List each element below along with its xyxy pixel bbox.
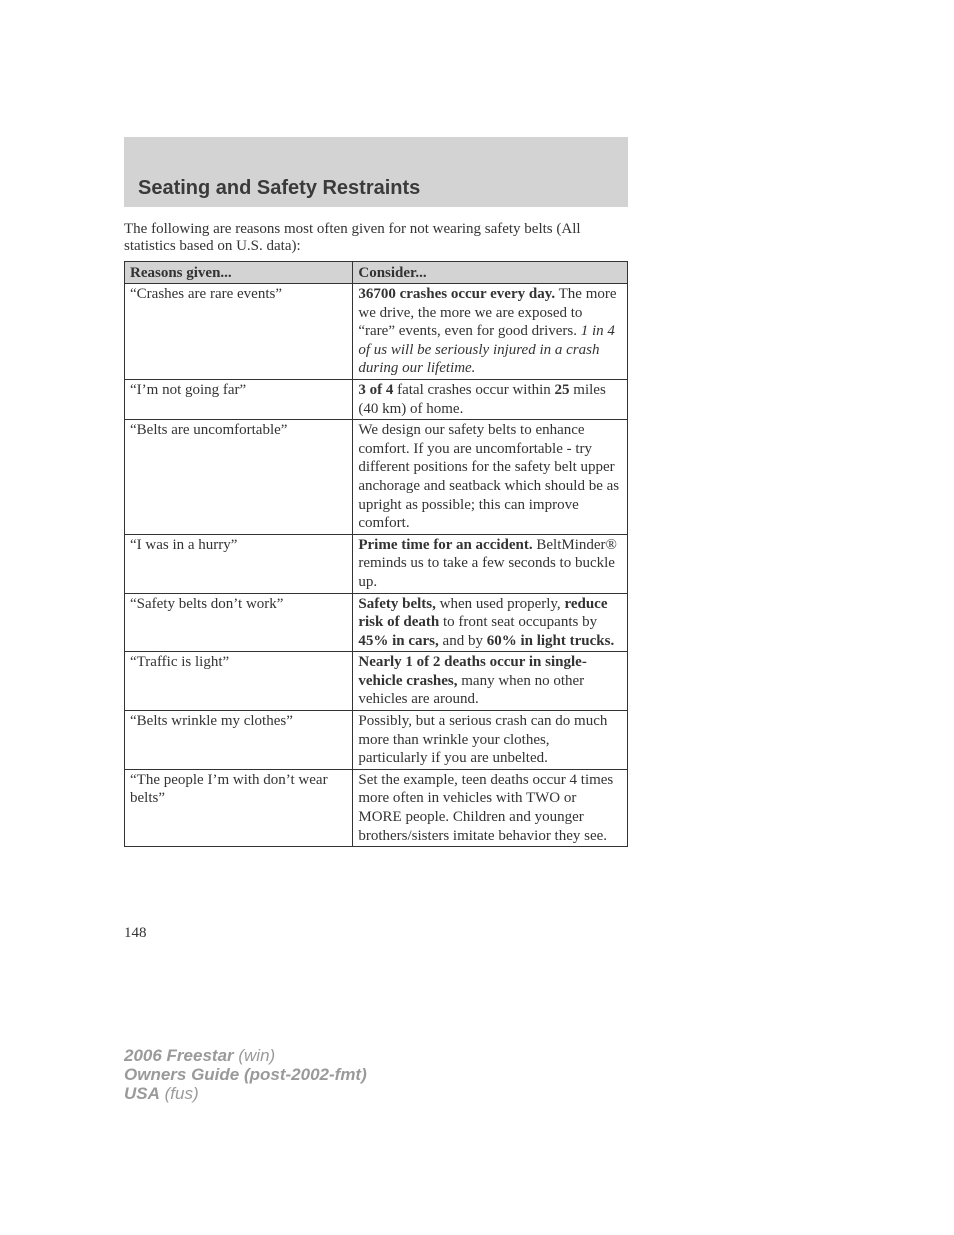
emphasis-bold: Safety belts, [358, 595, 436, 612]
footer-market: USA [124, 1084, 160, 1103]
reason-cell: “Safety belts don’t work” [125, 593, 353, 652]
section-title: Seating and Safety Restraints [138, 177, 421, 199]
table-header-row [125, 262, 628, 284]
consider-cell [353, 769, 628, 846]
reason-cell: “I was in a hurry” [125, 534, 353, 593]
footer-model: 2006 Freestar [124, 1046, 234, 1065]
emphasis-bold: 3 of 4 [358, 381, 394, 398]
reason-cell: “Belts wrinkle my clothes” [125, 711, 353, 770]
consider-text: when used properly, [435, 595, 565, 612]
emphasis-bold: 45% in cars, [358, 632, 439, 649]
table-body [125, 284, 628, 847]
table-row [125, 652, 628, 711]
table-row [125, 593, 628, 652]
reason-cell: “I’m not going far” [125, 379, 353, 419]
reason-cell: “Traffic is light” [125, 652, 353, 711]
footer-line-3 [124, 1084, 367, 1103]
footer-line-2 [124, 1065, 367, 1084]
page-number: 148 [124, 925, 147, 941]
consider-text: to front seat occupants by [439, 614, 598, 631]
table-row [125, 284, 628, 380]
table-row [125, 379, 628, 419]
consider-cell [353, 711, 628, 770]
reasons-table [124, 261, 628, 847]
footer-model-code: (win) [233, 1046, 276, 1065]
emphasis-italic: 1 in 4 of us will be seriously injured in a crash during our lifetime. [358, 323, 615, 377]
emphasis-bold: Nearly 1 of 2 deaths occur in single-vehicle crashes, [358, 654, 587, 689]
consider-text: many when no other vehicles are around. [358, 672, 585, 708]
emphasis-bold: Prime time for an accident. [358, 536, 533, 553]
consider-text: BeltMinder® reminds us to take a few seconds to buckle up. [358, 536, 617, 590]
emphasis-bold: reduce risk of death [358, 595, 608, 631]
consider-cell [353, 284, 628, 380]
footer-market-code: (fus) [159, 1084, 199, 1103]
consider-cell [353, 652, 628, 711]
footer-guide: Owners Guide (post-2002-fmt) [124, 1065, 367, 1084]
consider-cell [353, 420, 628, 535]
table-row [125, 711, 628, 770]
emphasis-bold: 36700 crashes occur every day. [358, 286, 556, 302]
column-header-reasons: Reasons given... [125, 262, 353, 284]
consider-cell [353, 534, 628, 593]
consider-text: Possibly, but a serious crash can do much more than wrinkle your clothes, particularly if you are unbelted. [358, 713, 608, 767]
consider-text: The more we drive, the more we are exposed to “rare” events, even for good drivers. [358, 286, 617, 340]
intro-paragraph: The following are reasons most often given for not wearing safety belts (All statistics based on U.S. data): [124, 221, 581, 254]
consider-text: Set the example, teen deaths occur 4 times more often in vehicles with TWO or MORE people. Children and younger brothers/sisters imitate behavior they see. [358, 771, 614, 844]
reason-cell: “Belts are uncomfortable” [125, 420, 353, 535]
column-header-consider: Consider... [353, 262, 628, 284]
document-footer [124, 1046, 367, 1103]
consider-text: and by [438, 632, 487, 649]
consider-cell [353, 593, 628, 652]
table-row [125, 534, 628, 593]
emphasis-bold: 25 [554, 381, 570, 398]
footer-line-1 [124, 1046, 367, 1065]
reason-cell: “Crashes are rare events” [125, 284, 353, 380]
consider-cell [353, 379, 628, 419]
table-row [125, 420, 628, 535]
consider-text: miles (40 km) of home. [358, 381, 606, 417]
consider-text: fatal crashes occur within [393, 381, 555, 398]
emphasis-bold: 60% in light trucks. [486, 632, 615, 649]
consider-text: We design our safety belts to enhance comfort. If you are uncomfortable - try different positions for the safety belt upper anchorage and seatback which should be as upright as possible; this can improve comfort. [358, 422, 620, 532]
reason-cell: “The people I’m with don’t wear belts” [125, 769, 353, 846]
table-row [125, 769, 628, 846]
